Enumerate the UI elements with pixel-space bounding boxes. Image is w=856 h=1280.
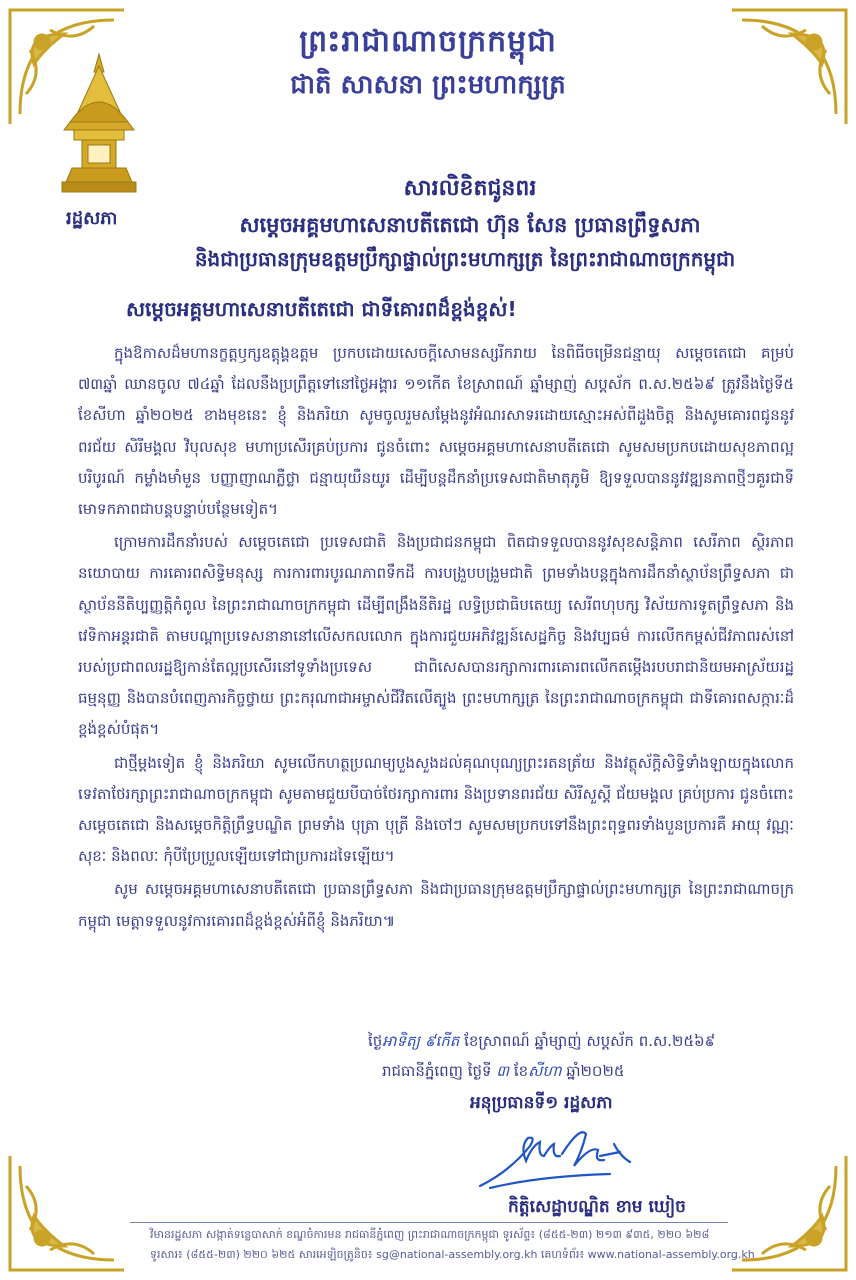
letter-title: សារលិខិតជូនពរ — [403, 176, 537, 201]
lunar-date-handwritten: អាទិត្យ ៩កើត — [382, 1032, 460, 1050]
kingdom-heading: ព្រះរាជាណាចក្រកម្ពុជា — [299, 24, 557, 59]
body-paragraph: ក្រោមការដឹកនាំរបស់ សម្តេចតេជោ ប្រទេសជាតិ និងប្រជាជនកម្ពុជា ពិតជាទទួលបាននូវសុខសន្តិភាព សេរីភាព ស្ថិរភាពនយោបាយ ការគោរពសិទ្ធិមនុស្ស ការការពារបូរណភាពទឹកដី ការបង្រួបបង្រួមជាតិ ព្រមទាំងបន្តក្នុងការដឹកនាំស្ថាប័នព្រឹទ្ធសភា ជាស្ថាប័ននីតិប្បញ្ញត្តិកំពូល នៃព្រះរាជាណាចក្រកម្ពុជា ដើម្បីពង្រឹងនីតិរដ្ឋ លទ្ធិប្រជាធិបតេយ្យ សេរីពហុបក្ស វិស័យការទូតព្រឹទ្ធសភា និងវេទិកាអន្តរជាតិ តាមបណ្តាប្រទេសនានានៅលើសកលលោក ក្នុងការជួយអភិវឌ្ឍន៍សេដ្ឋកិច្ច និងវប្បធម៌ ការលើកកម្ពស់ជីវភាពរស់នៅរបស់ប្រជាពលរដ្ឋឱ្យកាន់តែល្អប្រសើរនៅទូទាំងប្រទេស ជាពិសេសបានរក្សាការពារគោរពលើកតម្កើងរបបរាជានិយមអាស្រ័យរដ្ឋធម្មនុញ្ញ និងបានបំពេញភារកិច្ចថ្វាយ ព្រះករុណាជាអម្ចាស់ជីវិតលើត្បូង ព្រះមហាក្សត្រ នៃព្រះរាជាណាចក្រកម្ពុជា ជាទីគោរពសក្ការៈដ៏ខ្ពង់ខ្ពស់បំផុត។ — [78, 533, 794, 739]
body-paragraph: ជាថ្មីម្តងទៀត ខ្ញុំ និងភរិយា សូមលើកហត្ថប្រណម្យបួងសួងដល់គុណបុណ្យព្រះរតនត្រ័យ និងវត្ថុស័ក្តិសិទ្ធិទាំងឡាយក្នុងលោក ទេវតាថែរក្សាព្រះរាជាណាចក្រកម្ពុជា សូមតាមជួយបីបាច់ថែរក្សាការពារ និងប្រទានពរជ័យ សិរីសួស្តី ជ័យមង្គល គ្រប់ប្រការ ជូនចំពោះ សម្តេចតេជោ និងសម្តេចកិត្តិព្រឹទ្ធបណ្ឌិត ព្រមទាំង បុត្រា បុត្រី និងចៅៗ សូមសមប្រកបទៅនឹងព្រះពុទ្ធពរទាំងបួនប្រការគឺ អាយុ វណ្ណៈ សុខៈ និងពលៈ កុំបីប្រែប្រួលឡើយទៅជាប្រការដទៃឡើយ។ — [78, 753, 794, 866]
body-paragraph: សូម សម្តេចអគ្គមហាសេនាបតីតេជោ ប្រធានព្រឹទ្ធសភា និងជាប្រធានក្រុមឧត្តមប្រឹក្សាផ្ទាល់ព្រះមហាក្សត្រ នៃព្រះរាជាណាចក្រកម្ពុជា មេត្តាទទួលនូវការគោរពដ៏ខ្ពង់ខ្ពស់អំពីខ្ញុំ និងភរិយា៕ — [78, 880, 794, 930]
national-assembly-emblem-icon — [58, 52, 140, 202]
date-month-prefix: ខែ — [509, 1062, 529, 1080]
footer-contact: ទូរសារ៖ (៨៥៥-២៣) ២២០ ៦២៥ សារអេឡិចត្រូនិច៖ sg@national-assembly.org.kh គេហទំព័រ៖ www.national-assembly.org.kh — [150, 1248, 755, 1261]
signer-role: អនុប្រធានទី១ រដ្ឋសភា — [470, 1093, 613, 1113]
recipient-line-1: សម្តេចអគ្គមហាសេនាបតីតេជោ ហ៊ុន សែន ប្រធានព្រឹទ្ធសភា — [239, 213, 701, 237]
letter-body — [78, 338, 794, 939]
lunar-date — [368, 1032, 715, 1054]
corner-ornament-icon — [4, 1151, 129, 1276]
body-paragraph: ក្នុងឱកាសដ៏មហានក្ខត្តឫក្សឧត្តុង្គឧត្តម ប្រកបដោយសេចក្តីសោមនស្សរីករាយ នៃពិធីចម្រើនជន្មាយុ សម្តេចតេជោ គម្រប់ ៧៣ឆ្នាំ ឈានចូល ៧៤ឆ្នាំ ដែលនឹងប្រព្រឹត្តទៅនៅថ្ងៃអង្គារ ១១កើត ខែស្រាពណ៍ ឆ្នាំម្សាញ់ សប្តស័ក ព.ស.២៥៦៩ ត្រូវនឹងថ្ងៃទី៥ ខែសីហា ឆ្នាំ២០២៥ ខាងមុខនេះ ខ្ញុំ និងភរិយា សូមចូលរួមសម្តែងនូវអំណរសាទរដោយស្មោះអស់ពីដួងចិត្ត និងសូមគោរពជូននូវពរជ័យ សិរីមង្គល វិបុលសុខ មហាប្រសើរគ្រប់ប្រការ ជូនចំពោះ សម្តេចអគ្គមហាសេនាបតីតេជោ សូមសមប្រកបដោយសុខភាពល្អបរិបូរណ៍ កម្លាំងមាំមួន បញ្ញាញាណភ្លឺថ្លា ជន្មាយុយឺនយូរ ដើម្បីបន្តដឹកនាំប្រទេសជាតិមាតុភូមិ ឱ្យទទួលបាននូវវឌ្ឍនភាពថ្មីៗគួរជាទីមោទកភាពជាបន្តបន្ទាប់បន្ថែមទៀត។ — [78, 344, 794, 519]
signer-name: កិត្តិសេដ្ឋាបណ្ឌិត ខាម ឃៀច — [508, 1197, 686, 1217]
recipient-line-2: និងជាប្រធានក្រុមឧត្តមប្រឹក្សាផ្ទាល់ព្រះមហាក្សត្រ នៃព្រះរាជាណាចក្រកម្ពុជា — [194, 247, 736, 271]
national-motto: ជាតិ សាសនា ព្រះមហាក្សត្រ — [290, 70, 566, 100]
solar-date — [382, 1062, 625, 1084]
date-year: ឆ្នាំ២០២៥ — [561, 1062, 625, 1080]
date-prefix: រាជធានីភ្នំពេញ ថ្ងៃទី — [382, 1062, 497, 1080]
lunar-date-prefix: ថ្ងៃ — [368, 1032, 383, 1050]
emblem-caption: រដ្ឋសភា — [66, 208, 118, 229]
footer-divider — [130, 1222, 728, 1223]
handwritten-signature-icon — [470, 1116, 670, 1196]
lunar-date-rest: ខែស្រាពណ៍ ឆ្នាំម្សាញ់ សប្តស័ក ព.ស.២៥៦៩ — [459, 1032, 716, 1050]
date-day-handwritten: ៣ — [496, 1062, 510, 1080]
date-month-handwritten: សីហា — [528, 1062, 562, 1080]
footer-address: វិមានរដ្ឋសភា សង្កាត់ទន្លេបាសាក់ ខណ្ឌចំការមន រាជធានីភ្នំពេញ ព្រះរាជាណាចក្រកម្ពុជា ទូរស័ព្ទ៖ (៨៥៥-២៣) ២១៣ ៩៣៥, ២២០ ៦២៨ — [150, 1228, 710, 1241]
salutation: សម្តេចអគ្គមហាសេនាបតីតេជោ ជាទីគោរពដ៏ខ្ពង់ខ្ពស់! — [126, 297, 517, 321]
